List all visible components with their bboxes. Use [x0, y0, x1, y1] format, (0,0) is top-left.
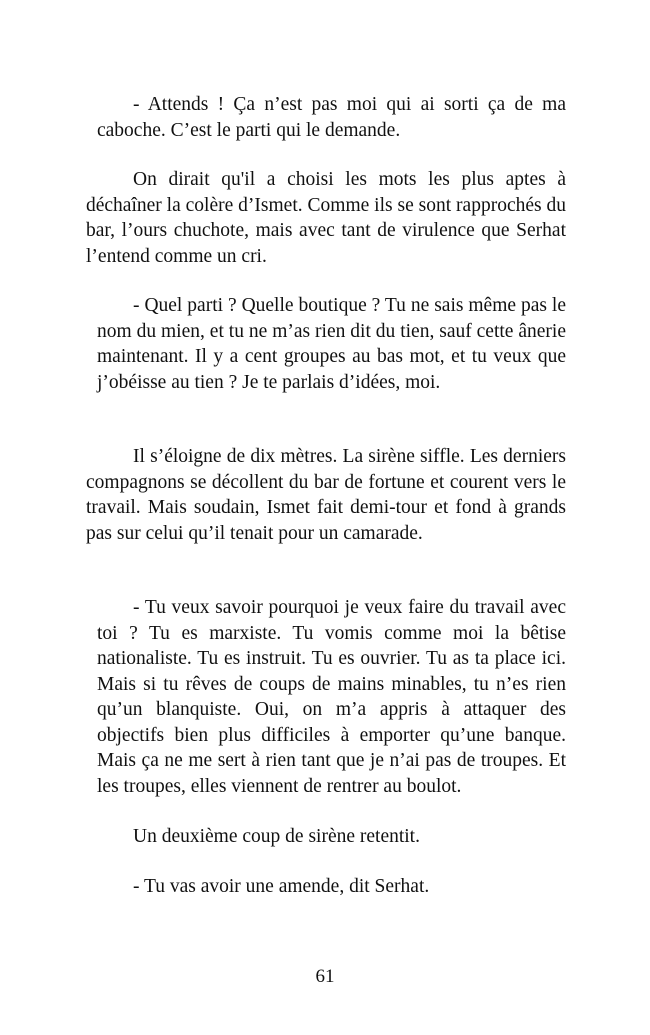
paragraph-dialogue-amende: - Tu vas avoir une amende, dit Serhat.: [133, 876, 430, 897]
page-number: 61: [315, 966, 335, 987]
paragraph-dialogue-quel-parti: - Quel parti ? Quelle boutique ? Tu ne sais même pas le nom du mien, et tu ne m’as rien dit du tien, sauf cette ânerie maintenant. Il y a cent groupes au bas mot, et tu veux que j’obéisse au tien ? Je te parlais d’idées, moi.: [97, 295, 566, 393]
paragraph-dialogue-attends: - Attends ! Ça n’est pas moi qui ai sorti ça de ma caboche. C’est le parti qui le demande.: [97, 94, 566, 141]
paragraph-narrative-sirene: Il s’éloigne de dix mètres. La sirène siffle. Les derniers compagnons se décollent du bar de fortune et courent vers le travail. Mais soudain, Ismet fait demi-tour et fond à grands pas sur celui qu’il tenait pour un camarade.: [86, 446, 566, 544]
paragraph-dialogue-marxiste: - Tu veux savoir pourquoi je veux faire du travail avec toi ? Tu es marxiste. Tu vomis comme moi la bêtise nationaliste. Tu es instruit. Tu es ouvrier. Tu as ta place ici. Mais si tu rêves de coups de mains minables, tu n’es rien qu’un blanquiste. Oui, on m’a appris à attaquer des objectifs bien plus difficiles à emporter qu’une banque. Mais ça ne me sert à rien tant que je n’ai pas de troupes. Et les troupes, elles viennent de rentrer au boulot.: [97, 597, 566, 797]
paragraph-narrative-ismet-colere: On dirait qu'il a choisi les mots les plus aptes à déchaîner la colère d’Ismet. Comme ils se sont rapprochés du bar, l’ours chuchote, mais avec tant de virulence que Serhat l’entend comme un cri.: [86, 169, 566, 267]
paragraph-narrative-deuxieme-coup: Un deuxième coup de sirène retentit.: [133, 826, 420, 847]
